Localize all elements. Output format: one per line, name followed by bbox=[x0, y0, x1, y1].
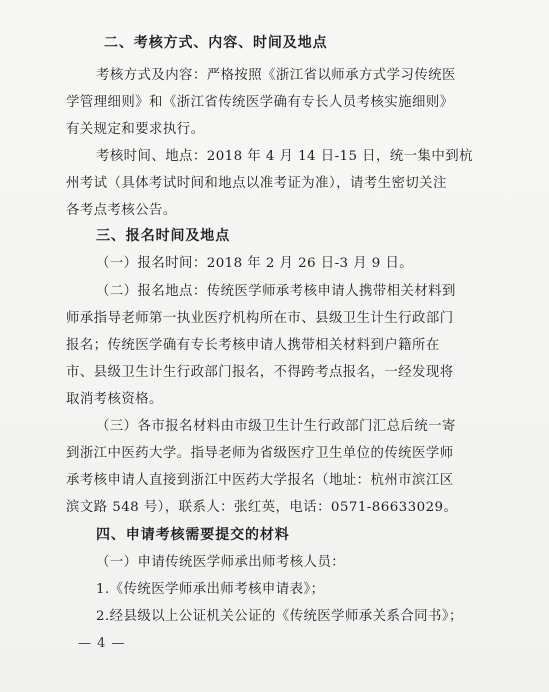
paragraph-line: 考核时间、地点：2018 年 4 月 14 日-15 日，统一集中到杭 bbox=[96, 149, 473, 164]
paragraph-line: 取消考核资格。 bbox=[66, 392, 163, 407]
paragraph-line: 师承指导老师第一执业医疗机构所在市、县级卫生计生行政部门 bbox=[66, 311, 454, 326]
paragraph-line: 各考点考核公告。 bbox=[66, 203, 177, 218]
paragraph-line: 市、县级卫生计生行政部门报名，不得跨考点报名，一经发现将 bbox=[66, 365, 454, 380]
section-heading-3: 三、报名时间及地点 bbox=[96, 228, 231, 244]
paragraph-line: （三）各市报名材料由市级卫生计生行政部门汇总后统一寄 bbox=[96, 419, 456, 434]
paragraph-line: （二）报名地点：传统医学师承考核申请人携带相关材料到 bbox=[96, 284, 456, 299]
paragraph-line: 报名；传统医学确有专长考核申请人携带相关材料到户籍所在 bbox=[66, 338, 440, 353]
paragraph-line: （一）报名时间：2018 年 2 月 26 日-3 月 9 日。 bbox=[96, 256, 414, 271]
paragraph-line: 学管理细则》和《浙江省传统医学确有专长人员考核实施细则》 bbox=[66, 95, 454, 110]
paragraph-line: 有关规定和要求执行。 bbox=[66, 122, 205, 137]
paragraph-line: 1.《传统医学师承出师考核申请表》； bbox=[96, 582, 325, 597]
paragraph-line: 州考试（具体考试时间和地点以准考证为准），请考生密切关注 bbox=[66, 176, 447, 191]
section-heading-2: 二、考核方式、内容、时间及地点 bbox=[104, 35, 328, 51]
paragraph-line: （一）申请传统医学师承出师考核人员： bbox=[96, 555, 346, 570]
section-heading-4: 四、申请考核需要提交的材料 bbox=[96, 527, 290, 543]
paragraph-line: 考核方式及内容：严格按照《浙江省以师承方式学习传统医 bbox=[96, 68, 456, 83]
paragraph-line: 到浙江中医药大学。指导老师为省级医疗卫生单位的传统医学师 bbox=[66, 446, 454, 461]
paragraph-line: 承考核申请人直接到浙江中医药大学报名（地址：杭州市滨江区 bbox=[66, 473, 454, 488]
page-number: — 4 — bbox=[78, 636, 126, 651]
paragraph-line: 2.经县级以上公证机关公证的《传统医学师承关系合同书》； bbox=[96, 609, 463, 624]
paragraph-line: 滨文路 548 号），联系人：张红英，电话：0571-86633029。 bbox=[66, 500, 458, 515]
